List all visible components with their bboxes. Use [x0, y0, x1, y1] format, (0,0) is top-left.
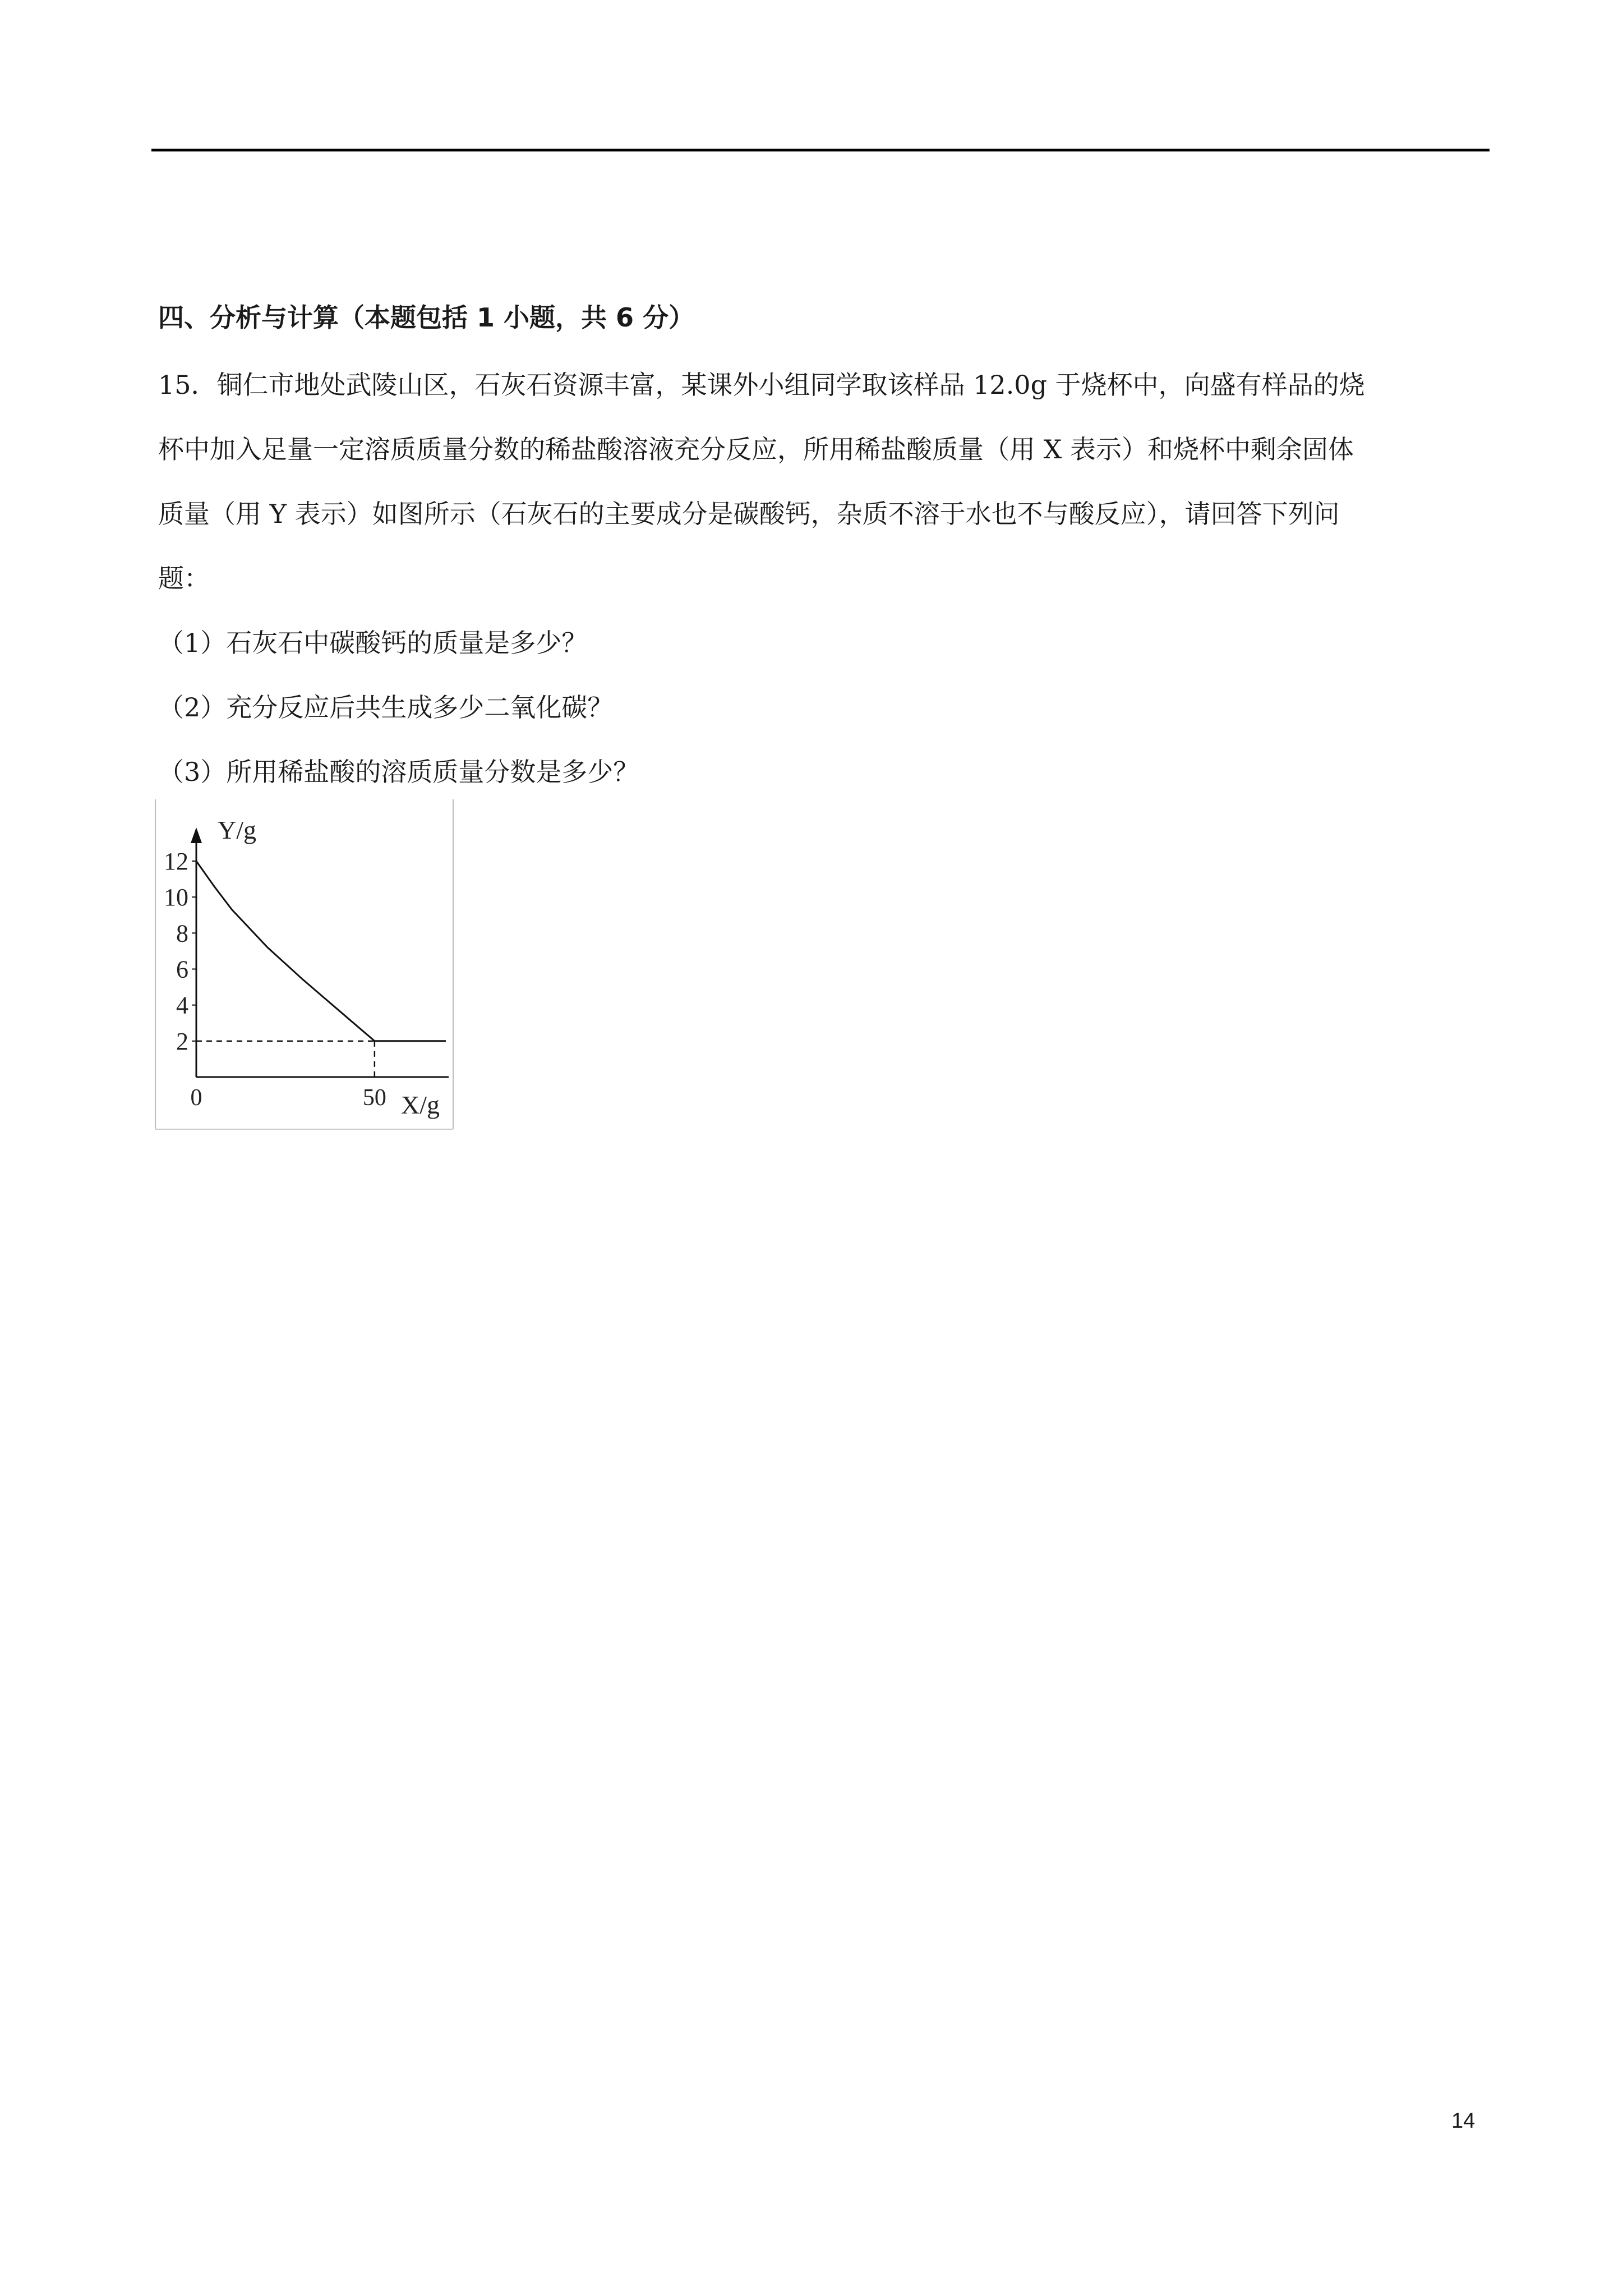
- y-tick-label: 12: [164, 848, 188, 875]
- section-heading: 四、分析与计算（本题包括 1 小题，共 6 分）: [158, 302, 695, 333]
- question-line-4: 题：: [158, 563, 210, 593]
- page-number: 14: [1451, 2109, 1476, 2133]
- sub-question-3: （3）所用稀盐酸的溶质质量分数是多少？: [158, 757, 639, 787]
- series-line: [196, 861, 446, 1041]
- y-axis-label: Y/g: [218, 816, 256, 844]
- sub-question-1: （1）石灰石中碳酸钙的质量是多少？: [158, 628, 588, 658]
- x-axis-label: X/g: [401, 1091, 440, 1119]
- y-tick-label: 10: [164, 884, 188, 912]
- y-axis-arrow: [191, 827, 202, 843]
- question-line-2: 杯中加入足量一定溶质质量分数的稀盐酸溶液充分反应，所用稀盐酸质量（用 X 表示）和烧杯中剩余固体: [158, 434, 1354, 464]
- y-tick-label: 2: [176, 1027, 188, 1055]
- y-tick-label: 6: [176, 955, 188, 983]
- y-tick-label: 8: [176, 919, 188, 947]
- question-line-3: 质量（用 Y 表示）如图所示（石灰石的主要成分是碳酸钙，杂质不溶于水也不与酸反应），请回答下列问: [158, 499, 1340, 529]
- header-rule: [151, 149, 1490, 151]
- y-tick-label: 4: [176, 991, 188, 1019]
- x-tick-label: 0: [190, 1085, 202, 1111]
- x-tick-label: 50: [362, 1085, 386, 1111]
- chart-figure: [154, 799, 454, 1130]
- sub-question-2: （2）充分反应后共生成多少二氧化碳？: [158, 692, 614, 723]
- question-line-1: 15．铜仁市地处武陵山区，石灰石资源丰富，某课外小组同学取该样品 12.0g 于烧杯中，向盛有样品的烧: [158, 370, 1365, 400]
- chart-svg: [154, 799, 454, 1130]
